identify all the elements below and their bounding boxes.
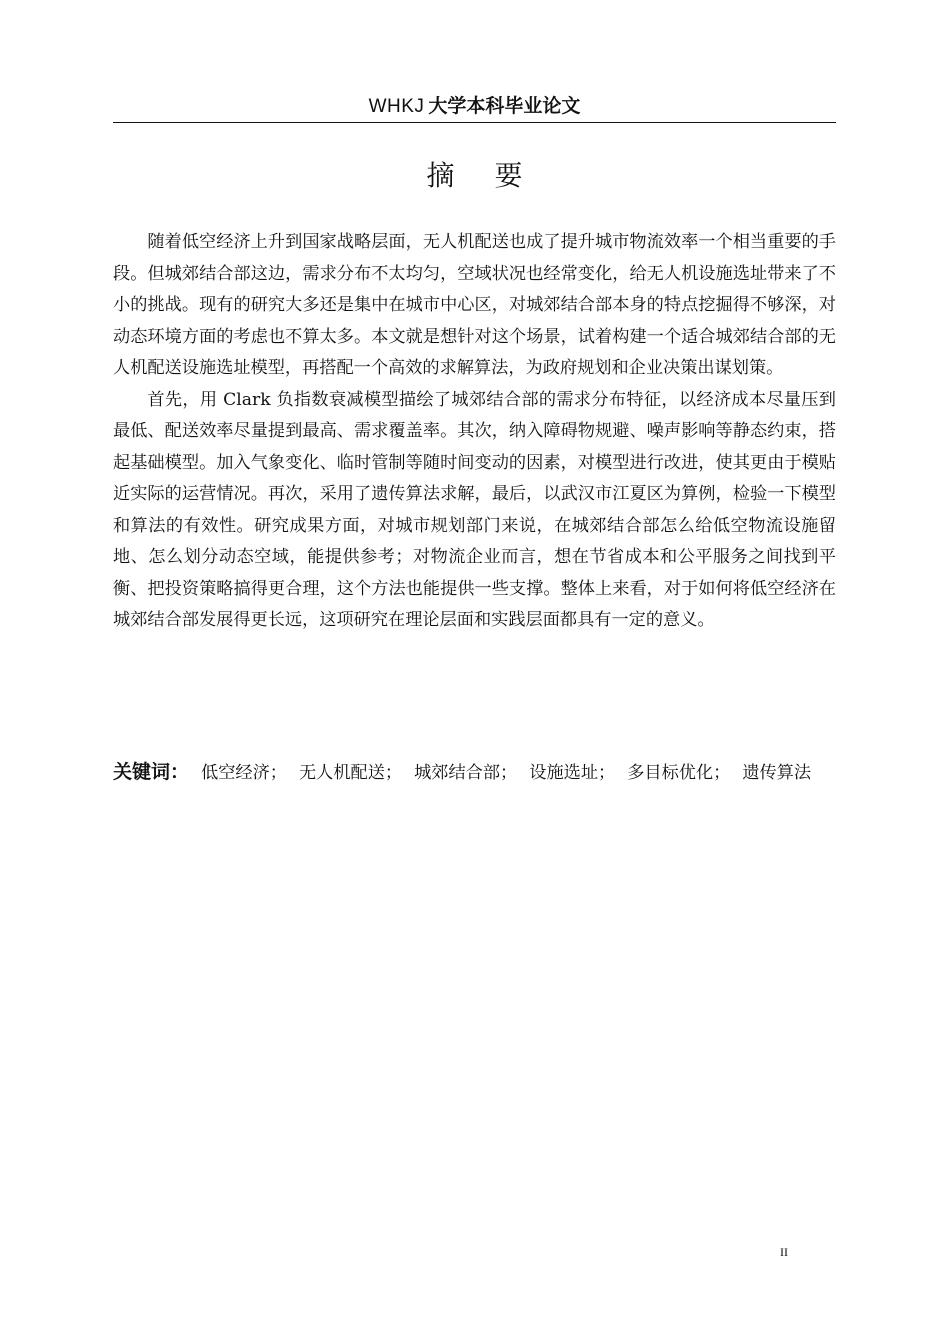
page-number: II bbox=[780, 1245, 788, 1259]
abstract-title: 摘要 bbox=[426, 159, 563, 192]
abstract-body bbox=[113, 227, 836, 637]
abstract-paragraph-2: 首先，用 Clark 负指数衰减模型描绘了城郊结合部的需求分布特征，以经济成本尽量压到最低、配送效率尽量提到最高、需求覆盖率。其次，纳入障碍物规避、噪声影响等静态约束，搭起基础模型。加入气象变化、临时管制等随时间变动的因素，对模型进行改进，使其更由于模贴近实际的运营情况。再次，采用了遗传算法求解，最后，以武汉市江夏区为算例，检验一下模型和算法的有效性。研究成果方面，对城市规划部门来说，在城郊结合部怎么给低空物流设施留地、怎么划分动态空域，能提供参考；对物流企业而言，想在节省成本和公平服务之间找到平衡、把投资策略搞得更合理，这个方法也能提供一些支撑。整体上来看，对于如何将低空经济在城郊结合部发展得更长远，这项研究在理论层面和实践层面都具有一定的意义。 bbox=[113, 389, 836, 630]
keywords-line bbox=[113, 758, 836, 787]
keywords-label: 关键词： bbox=[113, 761, 190, 783]
keyword-item: 设施选址； bbox=[529, 763, 616, 783]
header-university-code: WHKJ bbox=[368, 96, 425, 117]
keyword-item: 无人机配送； bbox=[298, 763, 403, 783]
keyword-item: 低空经济； bbox=[201, 763, 287, 783]
running-header bbox=[113, 92, 836, 123]
abstract-paragraph-1: 随着低空经济上升到国家战略层面，无人机配送也成了提升城市物流效率一个相当重要的手段。但城郊结合部这边，需求分布不太均匀，空域状况也经常变化，给无人机设施选址带来了不小的挑战。现有的研究大多还是集中在城市中心区，对城郊结合部本身的特点挖掘得不够深，对动态环境方面的考虑也不算太多。本文就是想针对这个场景，试着构建一个适合城郊结合部的无人机配送设施选址模型，再搭配一个高效的求解算法，为政府规划和企业决策出谋划策。 bbox=[113, 232, 836, 378]
keyword-item: 多目标优化； bbox=[627, 763, 731, 783]
keyword-item: 遗传算法 bbox=[742, 763, 812, 783]
keyword-item: 城郊结合部； bbox=[414, 763, 518, 783]
header-thesis-type: 大学本科毕业论文 bbox=[428, 95, 581, 117]
